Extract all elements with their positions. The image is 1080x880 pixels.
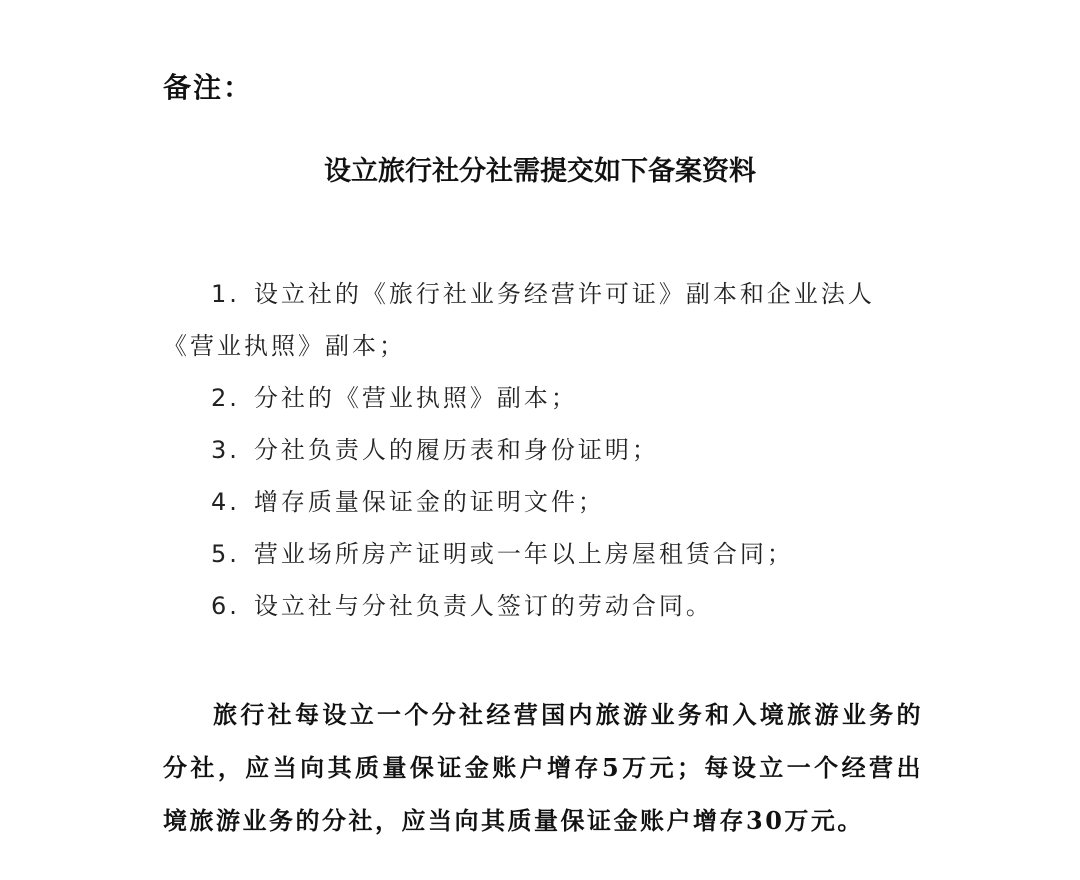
list-item [163,268,923,372]
list-item-text: 营业场所房产证明或一年以上房屋租赁合同； [253,540,794,568]
list-item [163,528,923,580]
note-label: 备注： [163,71,254,104]
document-title: 设立旅行社分社需提交如下备案资料 [324,156,756,187]
list-item-text: 分社的《营业执照》副本； [253,384,578,412]
list-item-number: 3. [211,436,240,464]
list-item-number: 6. [211,592,240,620]
requirements-list [163,268,923,632]
list-item-text: 设立社的《旅行社业务经营许可证》副本和企业法人《营业执照》副本； [163,280,875,360]
list-item [163,476,923,528]
list-item-number: 4. [211,488,240,516]
list-item [163,424,923,476]
list-item-text: 分社负责人的履历表和身份证明； [253,436,659,464]
list-item-number: 2. [211,384,240,412]
list-item [163,580,923,632]
deposit-paragraph: 旅行社每设立一个分社经营国内旅游业务和入境旅游业务的分社，应当向其质量保证金账户增存5万元；每设立一个经营出境旅游业务的分社，应当向其质量保证金账户增存30万元。 [163,700,923,835]
list-item-number: 1. [211,280,240,308]
list-item-text: 增存质量保证金的证明文件； [253,488,605,516]
list-item-number: 5. [211,540,240,568]
list-item [163,372,923,424]
list-item-text: 设立社与分社负责人签订的劳动合同。 [253,592,713,620]
